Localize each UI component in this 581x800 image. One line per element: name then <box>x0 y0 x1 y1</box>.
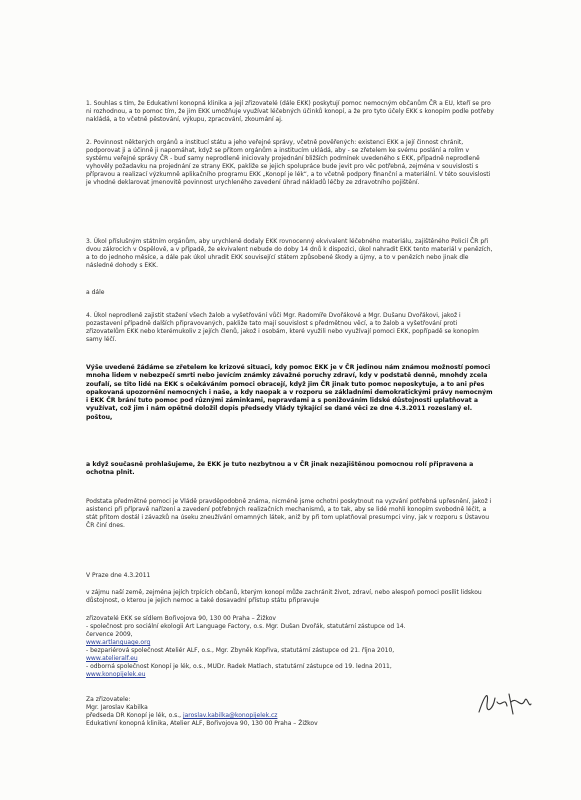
bold-paragraph-2: a když současně prohlašujeme, že EKK je tuto nezbytnou a v ČR jinak nezajištěnou pomocnou rolí připravena a ochotna plnit. <box>86 461 474 477</box>
signatory-line-5: - odborná společnost Konopí je lék, o.s., MUDr. Radek Matlach, statutární zástupce od 19. ledna 2011, <box>86 663 392 670</box>
signatory-line-1: zřizovatelé EKK se sídlem Bořivojova 90, 130 00 Praha – Žižkov <box>86 615 276 622</box>
signatory-line-4: - bezpariérová společnost Ateliér ALF, o.s., Mgr. Zbyněk Kopřiva, statutární zástupce od 21. října 2010, <box>86 647 395 654</box>
founder-role: předseda DR Konopí je lék, o.s., jaroslav.kabilka@konopijelek.cz <box>86 712 278 719</box>
handwritten-signature <box>475 684 535 720</box>
link-konopijelek[interactable]: www.konopijelek.eu <box>86 671 146 678</box>
founder-block <box>86 696 496 728</box>
a-dale: a dále <box>86 289 105 296</box>
founder-name: Mgr. Jaroslav Kabilka <box>86 704 148 711</box>
paragraph-4: 4. Úkol neprodleně zajistit stažení všech žalob a vyšetřování vůči Mgr. Radomíře Dvořákové a Mgr. Dušanu Dvořákovi, jakož i pozastavení případně dalších připravovaných, pakliže tato mají souvislost s předmětnou věcí, a to žalob a vyšetřování proti zřizovatelům EKK nebo kterémukoliv z jejích členů, jakož i osobám, které využili nebo využívají pomoci EKK, popřípadě se konopím samy léčí. <box>86 312 479 343</box>
link-atelieralf[interactable]: www.atelieralf.eu <box>86 655 138 662</box>
date-line: V Praze dne 4.3.2011 <box>86 572 151 579</box>
intro-paragraph: v zájmu naší země, zejména jejích trpících občanů, kterým konopí může zachránit život, zdraví, nebo alespoň pomoci posílit lidskou důstojnost, o kterou je jejich nemoc a také dosavadní přístup státu připravuje <box>86 589 482 604</box>
bold-paragraph-1: Výše uvedené žádáme se zřetelem ke krizové situaci, kdy pomoc EKK je v ČR jedinou nám známou možností pomoci mnoha lidem v nebezpečí smrti nebo jevícím známky závažné poruchy zdraví, kdy v podstatě denně, mnohdy zcela zoufalí, se tito lidé na EKK s očekáváním pomoci obracejí, když jim ČR jinak tuto pomoc neposkytuje, a to ani přes opakovaná upozornění nemocných i naše, a kdy naopak a v rozporu se základními demokratickými právy nemocným i EKK ČR brání tuto pomoc pod různými záminkami, nepravdami a s ponižováním lidské důstojnosti uplatňovat a využívat, což jim i nám opětně doložil dopis předsedy Vlády týkající se dané věci ze dne 4.3.2011 rozeslaný el. poštou, <box>86 364 493 421</box>
link-artlanguage[interactable]: www.artlanguage.org <box>86 639 151 646</box>
signatories-block <box>86 615 496 679</box>
signatory-line-2: - společnost pro sociální ekologii Art Language Factory, o.s. Mgr. Dušan Dvořák, statutární zástupce od 14. <box>86 623 406 630</box>
paragraph-2: 2. Povinnost některých orgánů a institucí státu a jeho veřejné správy, včetně pověřených: existenci EKK a její činnost chránit, podporovat ji a účinně ji napomáhat, když se přitom orgánům a institucím ukládá, aby - se zřetelem ke svému poslání a rolím v systému veřejné správy ČR - buď samy neprodleně iniciovaly projednání bližších podmínek uvedeného s EKK, případně neprodleně vyhověly požadavku na projednání ze strany EKK, pakliže se jejich spolupráce bude jevit pro věc potřebná, zejména v souvislosti s přípravou a realizací výzkumně aplikačního programu EKK „Konopí je lék“, a to včetně podpory finanční a materiální. V této souvislosti je vhodné deklarovat jmenovitě povinnost urychleného zavedení úhrad nákladů léčby ze zdravotního pojištění. <box>86 139 491 186</box>
paragraph-3: 3. Úkol příslušným státním orgánům, aby urychleně dodaly EKK rovnocenný ekvivalent léčebného materiálu, zajištěného Policií ČR při dvou zákrocích v Ospělově, a v případě, že ekvivalent nebude do doby 14 dnů k dispozici, úkol nahradit EKK tento materiál v penězích, a to do jednoho měsíce, a dále pak úkol uhradit EKK související státem způsobené škody a újmy, a to v penězích nebo jinak dle následné dohody s EKK. <box>86 238 493 269</box>
founder-label: Za zřizovatele: <box>86 696 131 703</box>
founder-clinic: Edukativní konopná klinika, Atelier ALF, Bořivojova 90, 130 00 Praha – Žižkov <box>86 720 318 727</box>
signatory-line-3: července 2009, <box>86 631 133 638</box>
founder-email[interactable]: jaroslav.kabilka@konopijelek.cz <box>182 712 278 719</box>
paragraph-5: Podstata předmětné pomoci je Vládě pravděpodobně známa, nicméně jsme ochotni poskytnout na vyzvání potřebná upřesnění, jakož i asistenci při přípravě nařízení a zavedení potřebných realizačních mechanismů, a to tak, aby se lidé mohli konopím svobodně léčit, a stát přitom dostál i závazků na úseku zneužívání omamných látek, aniž by při tom uplatňoval presumpci viny, jak v rozporu s Ústavou ČR činí dnes. <box>86 498 492 529</box>
paragraph-1: 1. Souhlas s tím, že Edukativní konopná klinika a její zřizovatelé (dále EKK) poskytují pomoc nemocným občanům ČR a EU, kteří se pro ni rozhodnou, a to pomoc tím, že jim EKK umožňuje využívat léčebných účinků konopí, a že pro tyto účely EKK s konopím podle potřeby nakládá, a to včetně pěstování, výkupu, zpracování, zkoumání aj. <box>86 100 494 123</box>
